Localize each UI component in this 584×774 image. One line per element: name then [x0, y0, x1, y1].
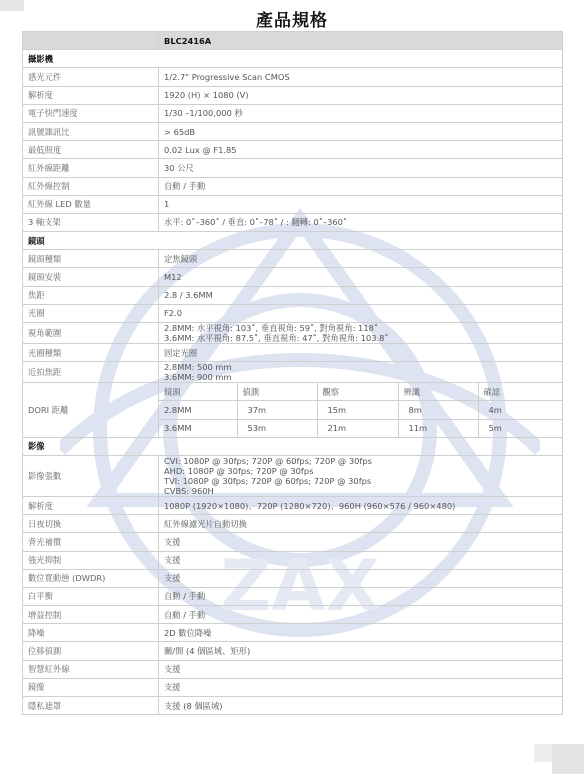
- spec-label: 電子快門速度: [23, 104, 159, 122]
- spec-value: 支援: [159, 678, 563, 696]
- spec-label: 3 軸支架: [23, 213, 159, 231]
- page-corner-mark: [534, 744, 552, 762]
- spec-row: [23, 569, 563, 587]
- spec-value: 1920 (H) × 1080 (V): [159, 86, 563, 104]
- spec-row: [23, 68, 563, 86]
- spec-row: [23, 104, 563, 122]
- spec-row: [23, 533, 563, 551]
- spec-value: > 65dB: [159, 122, 563, 140]
- spec-value: 定焦鏡頭: [159, 250, 563, 268]
- spec-row: [23, 362, 563, 383]
- spec-label: 解析度: [23, 496, 159, 514]
- spec-value: 支援: [159, 569, 563, 587]
- spec-row: [23, 624, 563, 642]
- spec-label: 位移偵測: [23, 642, 159, 660]
- spec-row: [23, 286, 563, 304]
- spec-label: 隱私遮罩: [23, 697, 159, 715]
- spec-value: 水平: 0˚–360˚ / 垂直: 0˚–78˚ / : 翻轉: 0˚–360˚: [159, 213, 563, 231]
- spec-row: [23, 323, 563, 344]
- spec-row: [23, 660, 563, 678]
- spec-row: [23, 697, 563, 715]
- spec-label: 智慧紅外線: [23, 660, 159, 678]
- spec-label: 視角範圍: [23, 323, 159, 344]
- spec-value-line: 2.8MM: 水平視角: 103˚, 垂直視角: 59˚, 對角視角: 118˚: [164, 323, 379, 333]
- watermark-text: ZAX: [220, 545, 380, 627]
- spec-value: 1/30 –1/100,000 秒: [159, 104, 563, 122]
- spec-label: 背光補償: [23, 533, 159, 551]
- section-camera: 攝影機: [23, 50, 563, 68]
- spec-label: 光圈: [23, 304, 159, 322]
- spec-label: 感光元件: [23, 68, 159, 86]
- spec-value-line: TVI: 1080P @ 30fps; 720P @ 60fps; 720P @ 30fps: [164, 475, 372, 486]
- spec-value: 紅外線濾光片自動切換: [159, 515, 563, 533]
- spec-row: [23, 642, 563, 660]
- dori-cell: 鏡頭: [159, 383, 237, 401]
- dori-table-cell: [159, 383, 563, 438]
- spec-value: 2.8 / 3.6MM: [159, 286, 563, 304]
- page-title: 產品規格: [256, 11, 328, 31]
- spec-value: 自動 / 手動: [159, 587, 563, 605]
- spec-label: 白平衡: [23, 587, 159, 605]
- page-corner-mark: [552, 744, 584, 774]
- dori-cell: 偵測: [237, 383, 317, 401]
- spec-value-line: 3.6MM: 900 mm: [164, 372, 232, 383]
- section-image: 影像: [23, 437, 563, 455]
- spec-label: 日夜切換: [23, 515, 159, 533]
- spec-row: [23, 587, 563, 605]
- spec-value: 支援: [159, 660, 563, 678]
- spec-value: F2.0: [159, 304, 563, 322]
- spec-label: 近拍焦距: [23, 362, 159, 383]
- dori-data-row: [159, 419, 562, 437]
- dori-header-row: [159, 383, 562, 401]
- spec-label: 鏡頭安裝: [23, 268, 159, 286]
- dori-cell: 確認: [478, 383, 562, 401]
- spec-value: 固定光圈: [159, 344, 563, 362]
- spec-row: [23, 496, 563, 514]
- spec-label: 紅外線距離: [23, 159, 159, 177]
- spec-row: [23, 159, 563, 177]
- spec-row: [23, 551, 563, 569]
- spec-value: 支援 (8 個區域): [159, 697, 563, 715]
- spec-label: 增益控制: [23, 606, 159, 624]
- spec-value-line: AHD: 1080P @ 30fps; 720P @ 30fps: [164, 465, 314, 476]
- spec-row: [23, 86, 563, 104]
- dori-cell: 8m: [398, 401, 478, 419]
- spec-row: [23, 304, 563, 322]
- spec-label: 鏡頭種類: [23, 250, 159, 268]
- spec-value: M12: [159, 268, 563, 286]
- spec-label: 焦距: [23, 286, 159, 304]
- spec-table: [22, 31, 563, 715]
- spec-value: 關/開 (4 個區域、矩形): [159, 642, 563, 660]
- dori-row: [23, 383, 563, 438]
- spec-value-line: 3.6MM: 水平視角: 87.5˚, 垂直視角: 47˚, 對角視角: 103.8˚: [164, 333, 389, 343]
- dori-cell: 21m: [317, 419, 398, 437]
- spec-label: 紅外線控制: [23, 177, 159, 195]
- spec-value: 1: [159, 195, 563, 213]
- section-row: [23, 437, 563, 455]
- spec-value: [159, 455, 563, 496]
- spec-row: [23, 606, 563, 624]
- spec-value-line: 2.8MM: 500 mm: [164, 362, 232, 373]
- spec-label: DORI 距離: [23, 383, 159, 438]
- dori-cell: 3.6MM: [164, 423, 192, 434]
- dori-cell: 5m: [478, 419, 562, 437]
- spec-row: [23, 455, 563, 496]
- spec-row: [23, 213, 563, 231]
- spec-value: 0.02 Lux @ F1.85: [159, 141, 563, 159]
- header-blank: [23, 32, 159, 50]
- dori-cell: 辨識: [398, 383, 478, 401]
- spec-row: [23, 678, 563, 696]
- spec-label: 訊號雜訊比: [23, 122, 159, 140]
- spec-value: 1080P (1920×1080)、720P (1280×720)、960H (960×576 / 960×480): [159, 496, 563, 514]
- spec-label: 強光抑制: [23, 551, 159, 569]
- spec-value: 1/2.7" Progressive Scan CMOS: [159, 68, 563, 86]
- spec-row: [23, 515, 563, 533]
- spec-value-line: CVI: 1080P @ 30fps; 720P @ 60fps; 720P @ 30fps: [164, 455, 372, 466]
- spec-value: 自動 / 手動: [159, 606, 563, 624]
- spec-row: [23, 344, 563, 362]
- spec-row: [23, 141, 563, 159]
- spec-label: 鏡像: [23, 678, 159, 696]
- spec-value: 支援: [159, 551, 563, 569]
- spec-row: [23, 250, 563, 268]
- spec-label: 最低照度: [23, 141, 159, 159]
- spec-label: 影像張數: [23, 455, 159, 496]
- dori-table: [159, 383, 562, 437]
- dori-cell: 53m: [237, 419, 317, 437]
- spec-label: 紅外線 LED 數量: [23, 195, 159, 213]
- spec-label: 光圈種類: [23, 344, 159, 362]
- spec-value: [159, 323, 563, 344]
- table-header-row: [23, 32, 563, 50]
- spec-value: 支援: [159, 533, 563, 551]
- dori-data-row: [159, 401, 562, 419]
- dori-cell: 2.8MM: [159, 401, 237, 419]
- spec-row: [23, 177, 563, 195]
- spec-value: [159, 362, 563, 383]
- model-name: BLC2416A: [159, 32, 563, 50]
- section-lens: 鏡頭: [23, 232, 563, 250]
- dori-cell: 15m: [317, 401, 398, 419]
- spec-label: 解析度: [23, 86, 159, 104]
- dori-cell: 4m: [478, 401, 562, 419]
- spec-label: 數位寬動態 (DWDR): [23, 569, 159, 587]
- spec-label: 降噪: [23, 624, 159, 642]
- dori-cell: 37m: [237, 401, 317, 419]
- section-row: [23, 232, 563, 250]
- spec-row: [23, 122, 563, 140]
- spec-value: 自動 / 手動: [159, 177, 563, 195]
- spec-row: [23, 195, 563, 213]
- spec-row: [23, 268, 563, 286]
- dori-cell: 觀察: [317, 383, 398, 401]
- dori-cell: 11m: [398, 419, 478, 437]
- spec-value: 2D 數位降噪: [159, 624, 563, 642]
- spec-value-line: CVBS: 960H: [164, 485, 214, 496]
- spec-value: 30 公尺: [159, 159, 563, 177]
